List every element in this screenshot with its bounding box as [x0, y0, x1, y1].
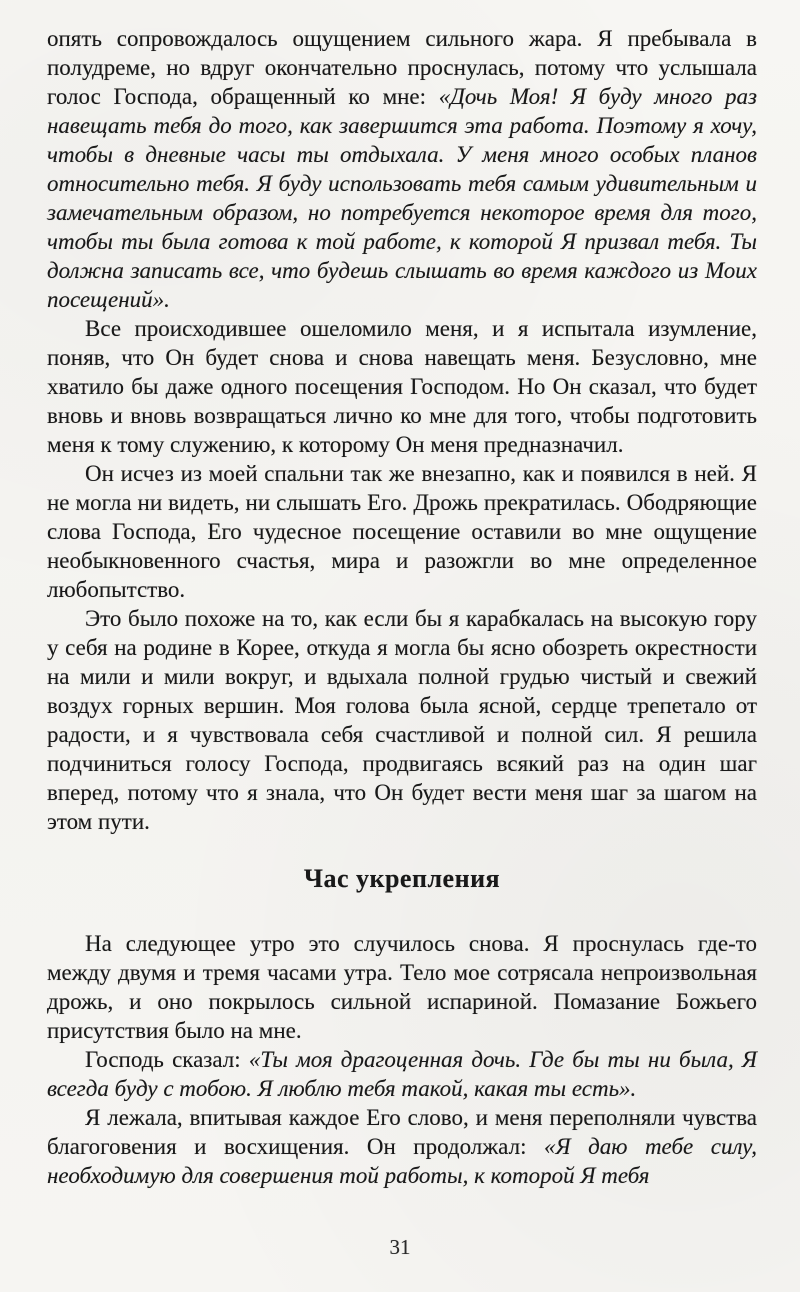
paragraph [47, 1045, 757, 1103]
paragraph [47, 459, 757, 604]
body-text: Это было похоже на то, как если бы я карабкалась на высокую гору у себя на родине в Корее, откуда я могла бы ясно обозреть окрестности на мили и мили вокруг, и вдыхала полной грудью чистый и свежий воздух горных вершин. Моя голова была ясной, сердце трепетало от радости, и я чувствовала себя счастливой и полной сил. Я решила подчиниться голосу Господа, продвигаясь всякий раз на один шаг вперед, потому что я знала, что Он будет вести меня шаг за шагом на этом пути. [47, 606, 757, 834]
body-text: На следующее утро это случилось снова. Я проснулась где-то между двумя и тремя часами утра. Тело мое сотрясала непроизвольная дрожь, и оно покрылось сильной испариной. Помазание Божьего присутствия было на мне. [47, 931, 757, 1043]
body-text: Господь сказал: [85, 1047, 249, 1072]
paragraph [47, 604, 757, 836]
paragraph [47, 1103, 757, 1190]
paragraph [47, 314, 757, 459]
text-column [47, 24, 757, 1190]
divine-speech-quote: «Дочь Моя! Я буду много раз навещать тебя до того, как завершится эта работа. Поэтому я хочу, чтобы в дневные часы ты отдыхала. У меня много особых планов относительно тебя. Я буду использовать тебя самым удивительным и замечательным образом, но потребуется некоторое время для того, чтобы ты была готова к той работе, к которой Я призвал тебя. Ты должна записать все, что будешь слышать во время каждого из Моих посещений». [47, 84, 757, 312]
paragraph-continuation [47, 24, 757, 314]
paragraph [47, 929, 757, 1045]
divine-speech-quote: «Я даю тебе силу, необходимую для совершения той работы, к которой Я тебя [47, 1134, 757, 1188]
body-text: Все происходившее ошеломило меня, и я испытала изумление, поняв, что Он будет снова и снова навещать меня. Безусловно, мне хватило бы даже одного посещения Господом. Но Он сказал, что будет вновь и вновь возвращаться лично ко мне для того, чтобы подготовить меня к тому служению, к которому Он меня предназначил. [47, 316, 757, 457]
page-number: 31 [389, 1235, 411, 1259]
body-text: Я лежала, впитывая каждое Его слово, и меня переполняли чувства благоговения и восхищения. Он продолжал: [47, 1105, 757, 1159]
divine-speech-quote: «Ты моя драгоценная дочь. Где бы ты ни была, Я всегда буду с тобою. Я люблю тебя такой, какая ты есть». [47, 1047, 757, 1101]
body-text: опять сопровождалось ощущением сильного жара. Я пребывала в полудреме, но вдруг окончательно проснулась, потому что услышала голос Господа, обращенный ко мне: [47, 26, 757, 109]
section-heading: Час укрепления [303, 864, 501, 893]
body-text: Он исчез из моей спальни так же внезапно, как и появился в ней. Я не могла ни видеть, ни слышать Его. Дрожь прекратилась. Ободряющие слова Господа, Его чудесное посещение оставили во мне ощущение необыкновенного счастья, мира и разожгли во мне определенное любопытство. [47, 461, 757, 602]
